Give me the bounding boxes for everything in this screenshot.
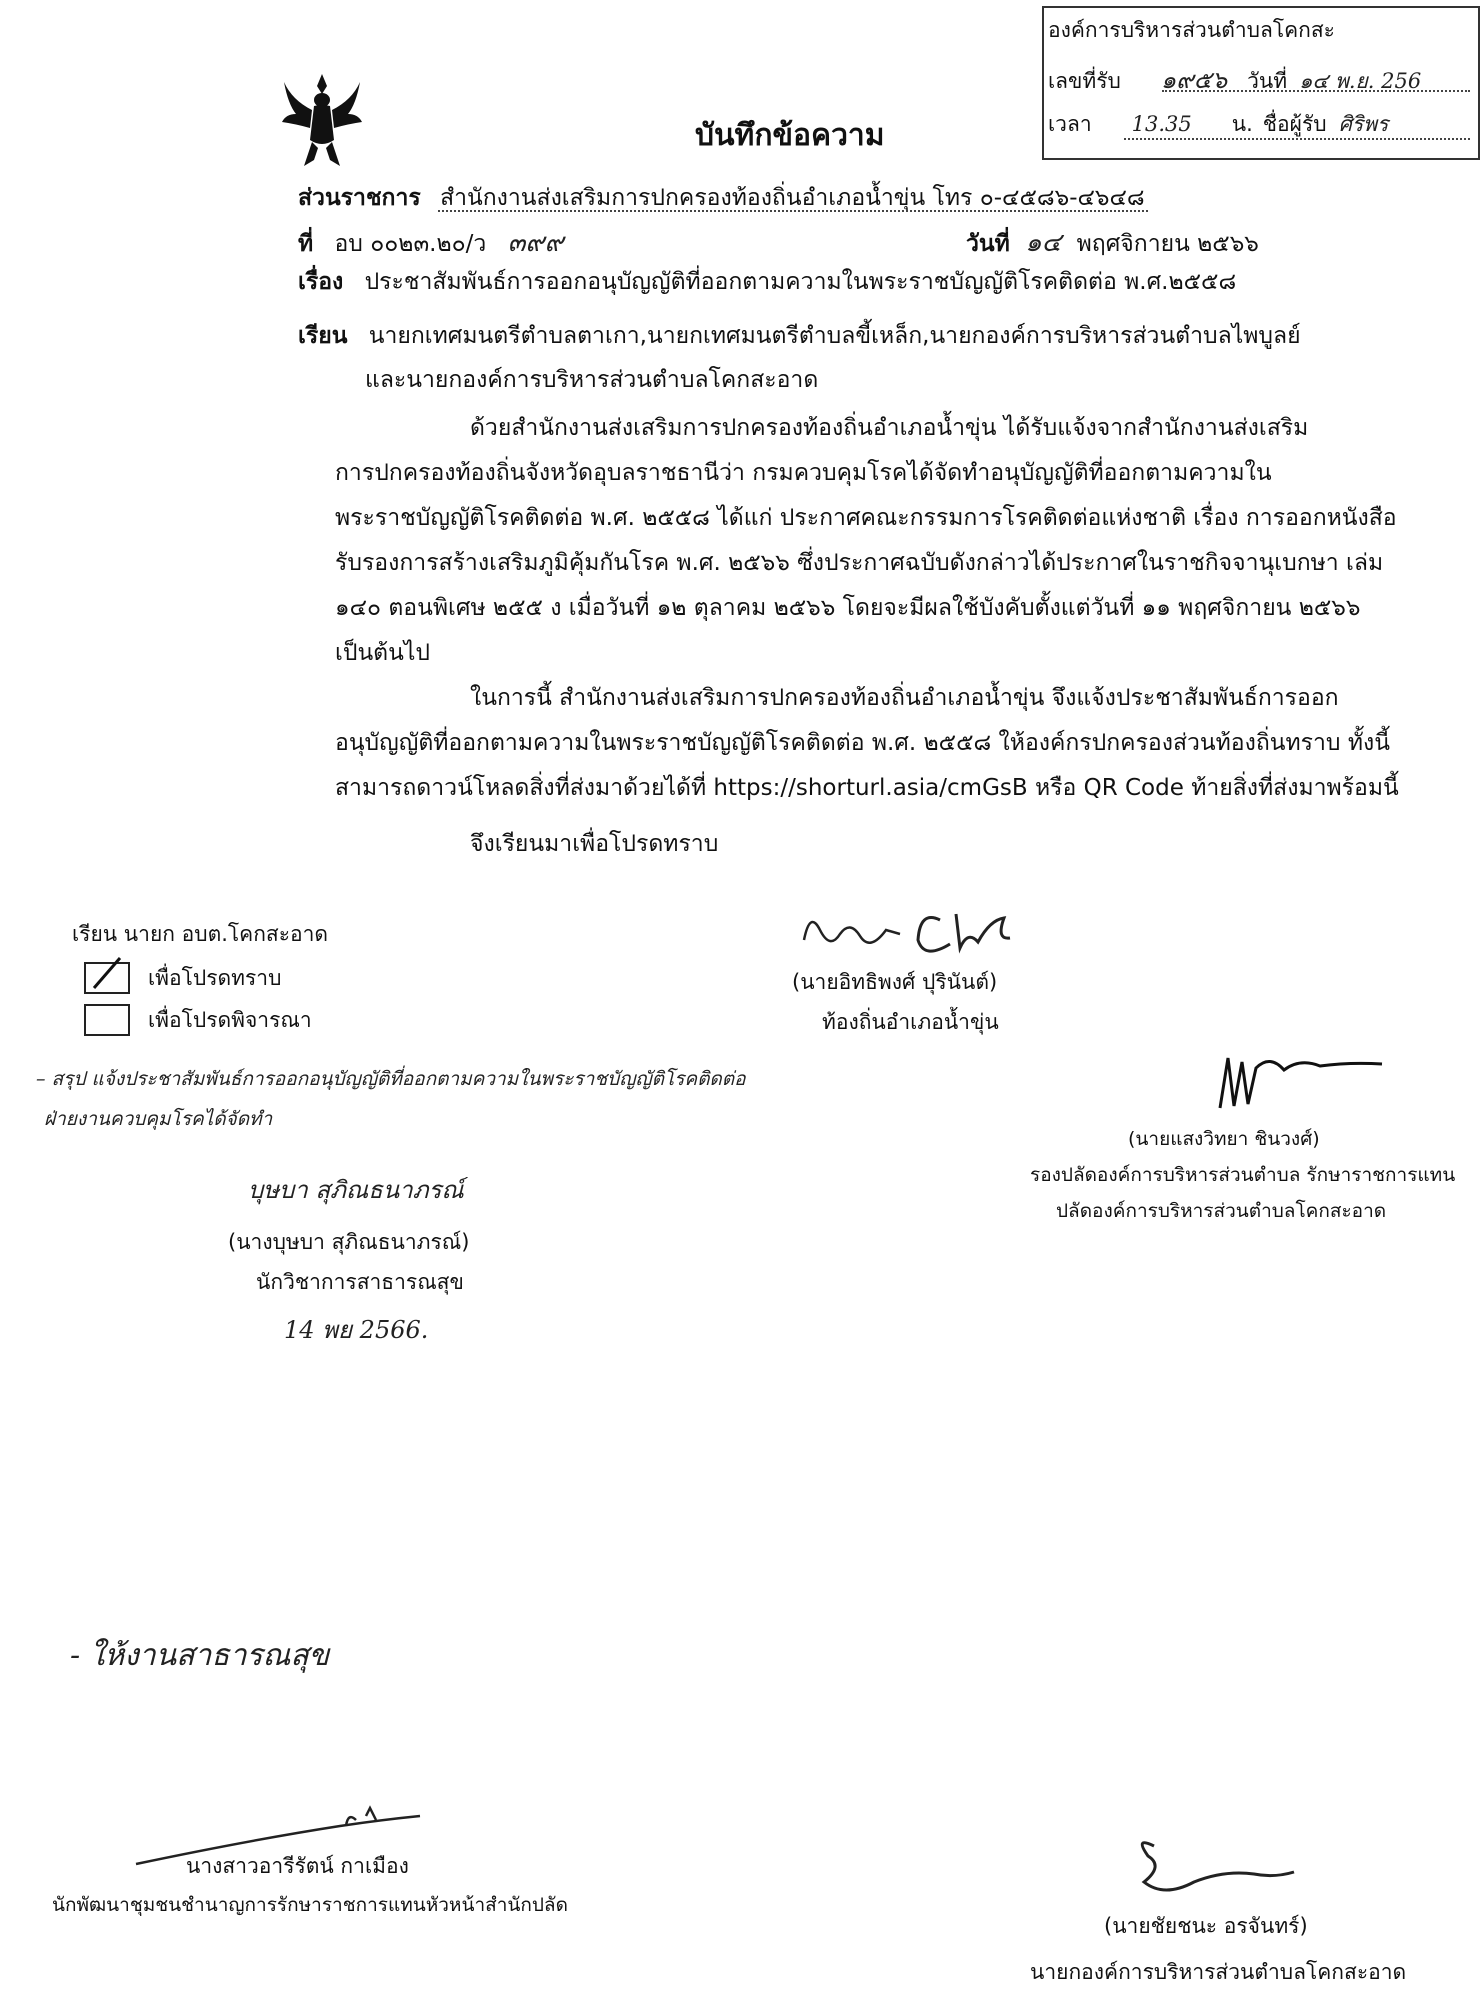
ref-hand-no: ๓๙๙ <box>507 228 564 258</box>
signer3-name: (นายแสงวิทยา ชินวงศ์) <box>1128 1128 1320 1150</box>
closing-text: จึงเรียนมาเพื่อโปรดทราบ <box>470 831 719 857</box>
body-paragraph-2 <box>335 676 1399 811</box>
signer4-name: นางสาวอารีรัตน์ กาเมือง <box>186 1854 409 1878</box>
stamp-time-label: เวลา <box>1048 112 1092 136</box>
signer2-signature: บุษบา สุภิณธนาภรณ์ <box>248 1176 464 1204</box>
to-row <box>298 318 1301 354</box>
stamp-date-value: ๑๔ พ.ย. 256 <box>1299 69 1422 93</box>
to-line2: และนายกองค์การบริหารส่วนตำบลโคกสะอาด <box>365 367 819 393</box>
subject-row <box>298 264 1236 300</box>
stamp-receiver-value: ศิริพร <box>1338 112 1389 136</box>
date-row <box>966 222 1259 263</box>
signer5-position: นายกองค์การบริหารส่วนตำบลโคกสะอาด <box>1030 1960 1407 1984</box>
routing-note-line2: ฝ่ายงานควบคุมโรคได้จัดทำ <box>44 1108 273 1130</box>
date-label: วันที่ <box>966 231 1010 257</box>
ref-no: อบ ๐๐๒๓.๒๐/ว <box>334 231 487 257</box>
para2-line: ในการนี้ สำนักงานส่งเสริมการปกครองท้องถิ่นอำเภอน้ำขุ่น จึงแจ้งประชาสัมพันธ์การออก <box>470 685 1339 711</box>
subject-label: เรื่อง <box>298 269 344 295</box>
signer3-position-2: ปลัดองค์การบริหารส่วนตำบลโคกสะอาด <box>1056 1200 1387 1222</box>
to-line1: นายกเทศมนตรีตำบลตาเกา,นายกเทศมนตรีตำบลขี้เหล็ก,นายกองค์การบริหารส่วนตำบลไพบูลย์ <box>368 323 1301 349</box>
date-text: พฤศจิกายน ๒๕๖๖ <box>1076 231 1259 257</box>
body-paragraph-1 <box>335 406 1397 676</box>
receiving-stamp <box>1042 6 1480 160</box>
signer5-name: (นายชัยชนะ อรจันทร์) <box>1104 1914 1308 1938</box>
memo-title: บันทึกข้อความ <box>695 118 885 153</box>
signer2-date: 14 พย 2566. <box>284 1316 429 1344</box>
para1-line: ด้วยสำนักงานส่งเสริมการปกครองท้องถิ่นอำเภอน้ำขุ่น ได้รับแจ้งจากสำนักงานส่งเสริม <box>470 415 1309 441</box>
para1-line: พระราชบัญญัติโรคติดต่อ พ.ศ. ๒๕๕๘ ได้แก่ ประกาศคณะกรรมการโรคติดต่อแห่งชาติ เรื่อง การออกหนังสือ <box>335 505 1397 531</box>
ref-label: ที่ <box>298 231 314 257</box>
signature-1 <box>800 900 1040 970</box>
signature-3 <box>1210 1048 1390 1118</box>
routing-to: เรียน นายก อบต.โคกสะอาด <box>72 922 329 946</box>
stamp-org: องค์การบริหารส่วนตำบลโคกสะ <box>1048 18 1335 42</box>
para1-line: การปกครองท้องถิ่นจังหวัดอุบลราชธานีว่า กรมควบคุมโรคได้จัดทำอนุบัญญัติที่ออกตามความใน <box>335 460 1272 486</box>
checkbox-acknowledge[interactable] <box>84 962 130 994</box>
para2-line: อนุบัญญัติที่ออกตามความในพระราชบัญญัติโรคติดต่อ พ.ศ. ๒๕๕๘ ให้องค์กรปกครองส่วนท้องถิ่นทราบ ทั้งนี้ <box>335 730 1390 756</box>
signer4-position: นักพัฒนาชุมชนชำนาญการรักษาราชการแทนหัวหน้าสำนักปลัด <box>52 1894 568 1916</box>
option-acknowledge: เพื่อโปรดทราบ <box>148 966 282 990</box>
signature-5 <box>1124 1826 1304 1906</box>
signer3-position-1: รองปลัดองค์การบริหารส่วนตำบล รักษาราชการแทน <box>1030 1164 1456 1186</box>
date-day: ๑๔ <box>1025 228 1062 258</box>
agency-label: ส่วนราชการ <box>298 185 421 211</box>
para1-line: เป็นต้นไป <box>335 640 431 666</box>
signer1-position: ท้องถิ่นอำเภอน้ำขุ่น <box>822 1010 999 1034</box>
ref-row <box>298 222 564 263</box>
checkbox-consider[interactable] <box>84 1004 130 1036</box>
para1-line: รับรองการสร้างเสริมภูมิคุ้มกันโรค พ.ศ. ๒๕๖๖ ซึ่งประกาศฉบับดังกล่าวได้ประกาศในราชกิจจานุเบกษา เล่ม <box>335 550 1384 576</box>
subject-text: ประชาสัมพันธ์การออกอนุบัญญัติที่ออกตามความในพระราชบัญญัติโรคติดต่อ พ.ศ.๒๕๕๘ <box>364 269 1237 295</box>
checkmark-icon <box>90 956 130 996</box>
para2-line: สามารถดาวน์โหลดสิ่งที่ส่งมาด้วยได้ที่ https://shorturl.asia/cmGsB หรือ QR Code ท้ายสิ่งที่ส่งมาพร้อมนี้ <box>335 775 1399 801</box>
stamp-receiver-label: ชื่อผู้รับ <box>1262 112 1327 136</box>
stamp-receipt-no: ๑๙๕๖ <box>1160 66 1228 94</box>
garuda-emblem-icon <box>282 70 362 170</box>
stamp-receipt-label: เลขที่รับ <box>1048 69 1121 93</box>
stamp-time-unit: น. <box>1231 112 1253 136</box>
stamp-date-label: วันที่ <box>1247 69 1288 93</box>
signer2-name: (นางบุษบา สุภิณธนาภรณ์) <box>228 1230 470 1254</box>
signer2-position: นักวิชาการสาธารณสุข <box>256 1270 464 1294</box>
para1-line: ๑๔๐ ตอนพิเศษ ๒๕๕ ง เมื่อวันที่ ๑๒ ตุลาคม ๒๕๖๖ โดยจะมีผลใช้บังคับตั้งแต่วันที่ ๑๑ พฤศจิกายน ๒๕๖๖ <box>335 595 1361 621</box>
agency-text: สำนักงานส่งเสริมการปกครองท้องถิ่นอำเภอน้ำขุ่น โทร ๐-๔๕๘๖-๔๖๔๘ <box>440 185 1145 211</box>
stamp-time-value: 13.35 <box>1131 112 1192 136</box>
stamp-time-row <box>1048 108 1388 141</box>
routing-note-line1: – สรุป แจ้งประชาสัมพันธ์การออกอนุบัญญัติที่ออกตามความในพระราชบัญญัติโรคติดต่อ <box>36 1068 746 1090</box>
to-label: เรียน <box>298 323 348 349</box>
order-note: - ให้งานสาธารณสุข <box>70 1638 330 1673</box>
option-consider: เพื่อโปรดพิจารณา <box>148 1008 312 1032</box>
signer1-name: (นายอิทธิพงศ์ ปุรินันต์) <box>792 970 998 994</box>
stamp-receipt-row <box>1048 60 1421 99</box>
